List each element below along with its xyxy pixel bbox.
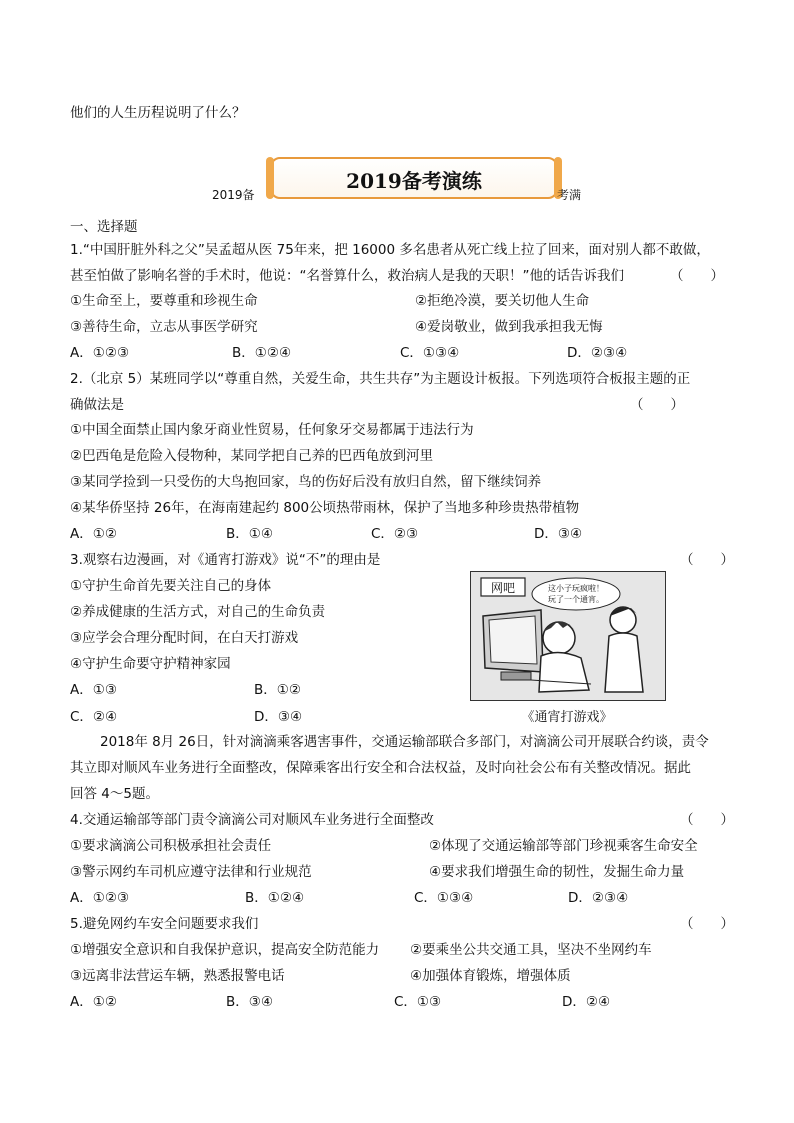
section-title: 2019备考演练: [346, 169, 482, 193]
q2-option-3: ③某同学捡到一只受伤的大鸟抱回家，鸟的伤好后没有放归自然，留下继续饲养: [70, 474, 542, 490]
q2-option-1: ①中国全面禁止国内象牙商业性贸易，任何象牙交易都属于违法行为: [70, 422, 474, 438]
q2-answer-paren: （ ）: [630, 397, 684, 413]
q3-choice-a: A．①③: [70, 682, 117, 698]
q2-choice-c: C．②③: [371, 526, 419, 542]
q4-stem: 4.交通运输部等部门责令滴滴公司对顺风车业务进行全面整改: [70, 812, 434, 828]
cartoon-drawing: [471, 572, 665, 700]
q2-stem-line1: 2.（北京 5）某班同学以“尊重自然，关爱生命，共生共存”为主题设计板报。下列选项符合板报主题的正: [70, 371, 691, 387]
q4-option-4: ④要求我们增强生命的韧性，发掘生命力量: [429, 864, 685, 880]
q3-option-2: ②养成健康的生活方式，对自己的生命负责: [70, 604, 326, 620]
q4-option-3: ③警示网约车司机应遵守法律和行业规范: [70, 864, 312, 880]
q3-stem: 3.观察右边漫画，对《通宵打游戏》说“不”的理由是: [70, 552, 381, 568]
q1-stem-line2: 甚至怕做了影响名誉的手术时，他说：“名誉算什么，救治病人是我的天职！”他的话告诉我们: [70, 268, 624, 284]
intro-question: 他们的人生历程说明了什么？: [70, 105, 246, 121]
passage-line1: 2018年 8月 26日，针对滴滴乘客遇害事件，交通运输部联合多部门，对滴滴公司开展联合约谈，责令: [100, 734, 709, 750]
q5-choice-b: B．③④: [226, 994, 273, 1010]
q2-choice-a: A．①②: [70, 526, 117, 542]
q5-option-1: ①增强安全意识和自我保护意识，提高安全防范能力: [70, 942, 380, 958]
q3-choice-b: B．①②: [254, 682, 301, 698]
q4-choice-c: C．①③④: [414, 890, 474, 906]
header-left-fragment: 2019备: [212, 188, 255, 202]
q4-option-2: ②体现了交通运输部等部门珍视乘客生命安全: [429, 838, 698, 854]
q1-choice-c: C．①③④: [400, 345, 460, 361]
q4-choice-d: D．②③④: [568, 890, 629, 906]
q1-option-2: ②拒绝冷漠，要关切他人生命: [415, 293, 590, 309]
q1-stem-line1: 1.“中国肝脏外科之父”吴孟超从医 75年来，把 16000 多名患者从死亡线上拉了回来，面对别人都不敢做，: [70, 242, 710, 258]
q4-answer-paren: （ ）: [680, 812, 734, 828]
q1-choice-d: D．②③④: [567, 345, 628, 361]
q4-choice-b: B．①②④: [245, 890, 305, 906]
q3-choice-c: C．②④: [70, 709, 118, 725]
q1-option-3: ③善待生命，立志从事医学研究: [70, 319, 258, 335]
q5-option-4: ④加强体育锻炼，增强体质: [410, 968, 571, 984]
cartoon-caption: 《通宵打游戏》: [521, 710, 613, 725]
q1-option-1: ①生命至上，要尊重和珍视生命: [70, 293, 258, 309]
q3-choice-d: D．③④: [254, 709, 303, 725]
q1-option-4: ④爱岗敬业，做到我承担我无悔: [415, 319, 603, 335]
q4-choice-a: A．①②③: [70, 890, 130, 906]
q3-option-4: ④守护生命要守护精神家园: [70, 656, 231, 672]
q3-answer-paren: （ ）: [680, 552, 734, 568]
q5-option-2: ②要乘坐公共交通工具，坚决不坐网约车: [410, 942, 652, 958]
passage-line3: 回答 4～5题。: [70, 786, 159, 802]
q5-choice-c: C．①③: [394, 994, 442, 1010]
q2-choice-d: D．③④: [534, 526, 583, 542]
q1-choice-b: B．①②④: [232, 345, 292, 361]
cartoon-bubble-line2: 玩了一个通宵。: [548, 595, 604, 604]
section-heading: 一、选择题: [70, 219, 138, 235]
cartoon-illustration: [470, 571, 666, 701]
q5-answer-paren: （ ）: [680, 916, 734, 932]
q2-stem-line2: 确做法是: [70, 397, 124, 413]
q5-stem: 5.避免网约车安全问题要求我们: [70, 916, 259, 932]
q2-choice-b: B．①④: [226, 526, 273, 542]
section-title-box: [270, 157, 558, 199]
q2-option-2: ②巴西龟是危险入侵物种，某同学把自己养的巴西龟放到河里: [70, 448, 434, 464]
q5-option-3: ③远离非法营运车辆，熟悉报警电话: [70, 968, 285, 984]
q5-choice-a: A．①②: [70, 994, 117, 1010]
q2-option-4: ④某华侨坚持 26年，在海南建起约 800公顷热带雨林，保护了当地多种珍贵热带植物: [70, 500, 580, 516]
header-right-fragment: 考满: [557, 188, 582, 202]
q1-choice-a: A．①②③: [70, 345, 130, 361]
q4-option-1: ①要求滴滴公司积极承担社会责任: [70, 838, 272, 854]
passage-line2: 其立即对顺风车业务进行全面整改，保障乘客出行安全和合法权益，及时向社会公布有关整改情况。据此: [70, 760, 691, 776]
q5-choice-d: D．②④: [562, 994, 611, 1010]
cartoon-sign-text: 网吧: [490, 581, 516, 595]
cartoon-bubble-line1: 这小子玩疯啦！: [548, 584, 604, 593]
q3-option-3: ③应学会合理分配时间，在白天打游戏: [70, 630, 299, 646]
q1-answer-paren: （ ）: [670, 268, 724, 284]
q3-option-1: ①守护生命首先要关注自己的身体: [70, 578, 272, 594]
